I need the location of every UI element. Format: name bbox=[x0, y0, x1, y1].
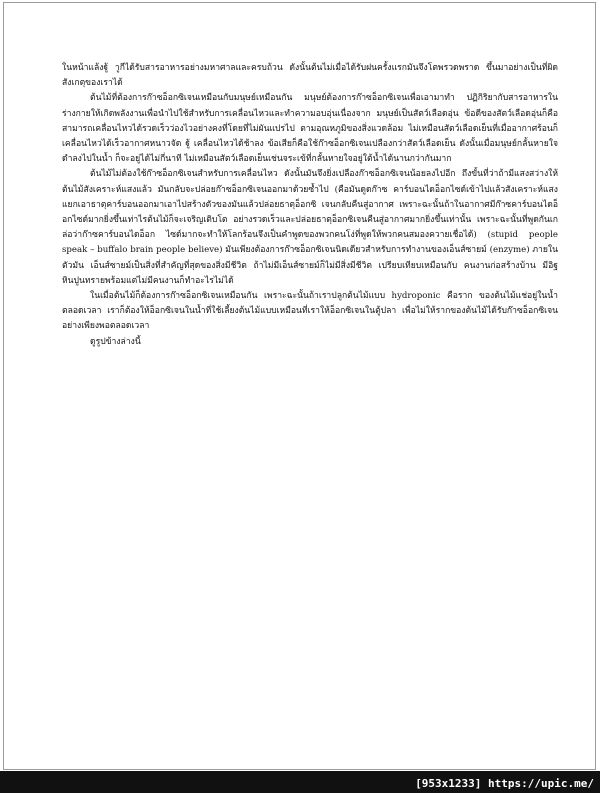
paragraph-4: ในเมื่อต้นไม้ก็ต้องการก๊าซอ็อกซิเจนเหมือนกัน เพราะฉะนั้นถ้าเราปลูกต้นไม้แบบ hydroponic คือราก ของต้นไม้แช่อยู่ในน้ำตลอดเวลา เราก็ต้องให้อ็อกซิเจนในน้ำที่ใช้เลี้ยงต้นไม้แบบเหมือนที่เราให้อ็อกซิเจนในตู้ปลา เพื่อไม่ให้รากของต้นไม้ได้รับก๊าซอ็อกซิเจนอย่างเพียงพอตลอดเวลา bbox=[62, 291, 558, 332]
paragraph-3: ต้นไม้ไม่ต้องใช้ก๊าซอ็อกซิเจนสำหรับการเคลื่อนไหว ดังนั้นมันจึงยิ่งเปลืองก๊าซอ็อกซิเจนน้อยลงไปอีก ถึงขั้นที่ว่าถ้ามีแสงสว่างให้ต้นไม้สังเคราะห์แสงแล้ว มันกลับจะปล่อยก๊าซอ็อกซิเจนออกมาด้วยซ้ำไป (คือมันดูดก๊าซ คาร์บอนไดอ็อกไซด์เข้าไปแล้วสังเคราะห์แสงแยกเอาธาตุคาร์บอนออกมาเอาไปสร้างตัวของมันแล้วปล่อยธาตุอ็อกซิ เจนกลับคืนสู่อากาศ เพราะฉะนั้นถ้าในอากาศมีก๊าซคาร์บอนไดอ็อกไซด์มากยิ่งขึ้นเท่าไรต้นไม้ก็จะเจริญเติบโต อย่างรวดเร็วและปล่อยธาตุอ็อกซิเจนคืนสู่อากาศมากยิ่งขึ้นเท่านั้น เพราะฉะนั้นที่พูดกันเกล่อว่าก๊าซคาร์บอนไดอ็อก ไซด์มากจะทำให้โลกร้อนจึงเป็นคำพูดของพวกคนโง่ที่พูดให้พวกคนสมองควายเชื่อได้) (stupid people speak – buffalo brain people believe) มันเพียงต้องการก๊าซอ็อกซิเจนนิดเดียวสำหรับการทำงานของเอ็นส์ซายม์ (enzyme) ภายในตัวมัน เอ็นส์ซายม์เป็นสิ่งที่สำคัญที่สุดของสิ่งมีชีวิต ถ้าไม่มีเอ็นส์ซายม์ก็ไม่มีสิ่งมีชีวิต เปรียบเทียบเหมือนกับ คนงานก่อสร้างบ้าน มีอิฐหินปูนทรายพร้อมแต่ไม่มีคนงานก็ทำอะไรไม่ได้ bbox=[62, 169, 558, 286]
paragraph-5: ดูรูปข้างล่างนี้ bbox=[90, 336, 141, 347]
watermark-bar bbox=[0, 771, 600, 793]
document-body bbox=[62, 61, 558, 350]
page-frame bbox=[3, 2, 596, 770]
paragraph-2: ต้นไม้ที่ต้องการก๊าซอ็อกซิเจนเหมือนกับมนุษย์เหมือนกัน มนุษย์ต้องการก๊าซอ็อกซิเจนเพื่อเอามาทำ ปฏิกิริยากับสารอาหารในร่างกายให้เกิดพลังงานเพื่อนำไปใช้สำหรับการเคลื่อนไหวและทำความอบอุ่นเนื่องจาก มนุษย์เป็นสัตว์เลือดอุ่น ข้อดีของสัตว์เลือดอุ่นก็คือสามารถเคลื่อนไหวได้รวดเร็วว่องไวอย่างคงที่โดยที่ไม่ผันแปรไป ตามอุณหภูมิของสิ่งแวดล้อม ไม่เหมือนสัตว์เลือดเย็นที่เมื่ออากาศร้อนก็เคลื่อนไหวได้เร็วอากาศหนาวจัด ฐู้ เคลื่อนไหวได้ช้าลง ข้อเสียก็คือใช้ก๊าซอ็อกซิเจนเปลืองกว่าสัตว์เลือดเย็น ดังนั้นเมื่อมนุษย์กลั้นหายใจดำลงไปในน้ำ ก็จะอยู่ได้ไม่กี่นาที ไม่เหมือนสัตว์เลือดเย็นเช่นจระเข้ที่กลั้นหายใจอยู่ใต้น้ำได้นานกว่ากันมาก bbox=[62, 93, 558, 165]
paragraph-1: ในหน้าแล้งฐู้ าูกีได้รับสารอาหารอย่างมหาศาลและครบถ้วน ดังนั้นต้นไม่เมื่อได้รับฝนครั้งแรกมันจึงโตพรวดพราด ขึ้นมาอย่างเป็นที่ผิดสังเกตุของเราได้ bbox=[62, 63, 558, 89]
watermark-text: [953x1233] https://upic.me/ bbox=[415, 777, 594, 790]
